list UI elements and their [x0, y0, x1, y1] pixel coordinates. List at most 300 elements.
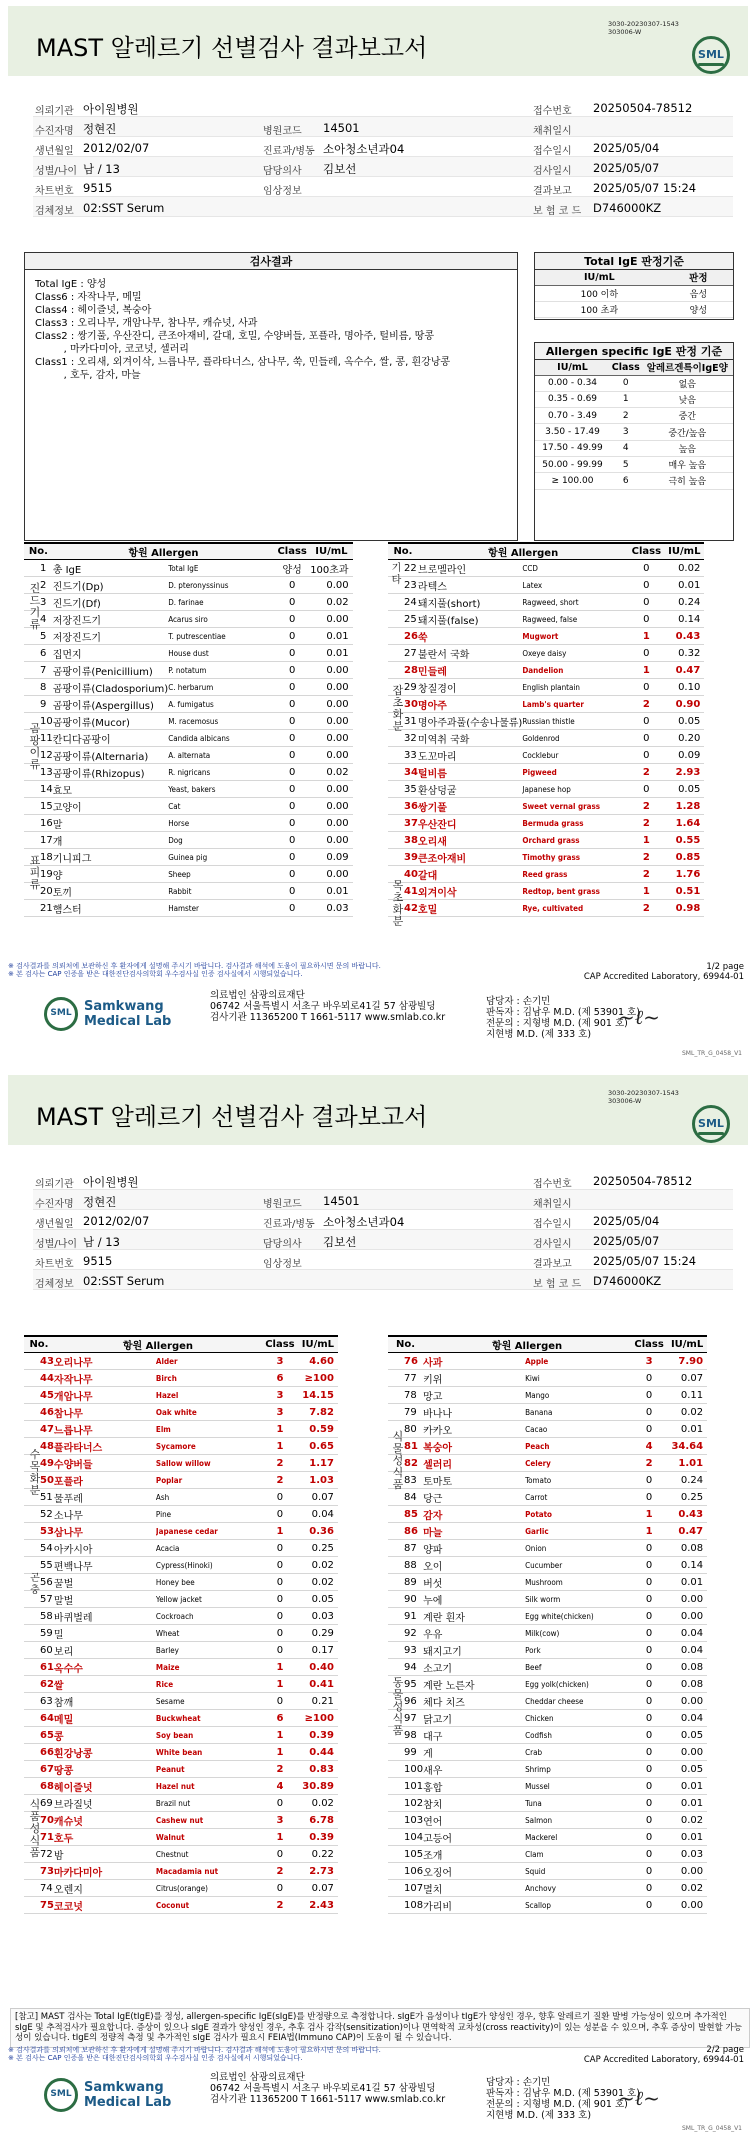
result-line: Class2 : 쌍기풀, 우산잔디, 큰조아재비, 갈대, 호밀, 수양버들, 포플라, 명아주, 털비름, 땅콩	[35, 331, 435, 342]
allergen-row	[388, 713, 704, 730]
criteria-cell: 중간/높음	[642, 424, 733, 440]
allergen-number: 64	[24, 1710, 54, 1727]
allergen-name-en: Cucumber	[525, 1557, 631, 1574]
allergen-row	[388, 849, 704, 866]
allergen-name-en: Bermuda grass	[522, 815, 628, 832]
allergen-number: 61	[24, 1659, 54, 1676]
report-title: MAST 알레르기 선별검사 결과보고서	[36, 1103, 428, 1131]
allergen-name-en: Chicken	[525, 1710, 631, 1727]
allergen-name-en: Chestnut	[156, 1846, 262, 1863]
allergen-iu-value: 1.64	[664, 815, 704, 832]
allergen-number: 7	[24, 662, 53, 679]
criteria-cell: 음성	[664, 285, 733, 301]
allergen-row	[388, 747, 704, 764]
allergen-number: 98	[388, 1727, 423, 1744]
allergen-name-en: Potato	[525, 1506, 631, 1523]
page-indicator	[584, 2045, 744, 2065]
allergen-iu-value: 0.08	[667, 1540, 707, 1557]
label-patient: 수진자명	[35, 126, 74, 137]
allergen-name-en: Banana	[525, 1404, 631, 1421]
allergen-name-ko: 털비름	[418, 764, 522, 781]
allergen-row	[388, 1404, 707, 1421]
allergen-class: 1	[262, 1829, 298, 1846]
allergen-name-en: Hazel	[156, 1387, 262, 1404]
allergen-row	[388, 611, 704, 628]
allergen-name-ko: 개	[53, 832, 168, 849]
allergen-iu-value: 0.09	[664, 747, 704, 764]
allergen-name-en: Yellow jacket	[156, 1591, 262, 1608]
allergen-name-ko: 참나무	[54, 1404, 156, 1421]
allergen-name-ko: 오렌지	[54, 1880, 156, 1897]
allergen-row	[24, 1438, 338, 1455]
allergen-name-ko: 호밀	[418, 900, 522, 917]
allergen-name-ko: 개암나무	[54, 1387, 156, 1404]
allergen-name-ko: 가리비	[423, 1897, 525, 1914]
allergen-name-en: Sweet vernal grass	[522, 798, 628, 815]
allergen-name-ko: 버섯	[423, 1574, 525, 1591]
allergen-name-en: Onion	[525, 1540, 631, 1557]
allergen-class: 0	[262, 1557, 298, 1574]
allergen-row	[388, 1795, 707, 1812]
criteria-cell: 0.00 - 0.34	[535, 375, 610, 391]
allergen-iu-value: 0.05	[664, 713, 704, 730]
allergen-number: 70	[24, 1812, 54, 1829]
allergen-class: 0	[262, 1591, 298, 1608]
allergen-name-ko: 새우	[423, 1761, 525, 1778]
value-hospcode: 14501	[323, 1194, 360, 1208]
allergen-row	[24, 1387, 338, 1404]
value-testdate: 2025/05/07	[593, 1234, 660, 1248]
signatory: 담당자 : 손기민	[486, 2077, 551, 2088]
allergen-class: 2	[628, 798, 664, 815]
sml-logo-icon	[44, 997, 78, 1031]
allergen-row	[388, 1727, 707, 1744]
allergen-name-ko: 민들레	[418, 662, 522, 679]
criteria-row	[535, 473, 733, 489]
allergen-number: 45	[24, 1387, 54, 1404]
allergen-name-ko: 햄스터	[53, 900, 168, 917]
allergen-class: 1	[631, 1523, 667, 1540]
result-line: Class1 : 오리새, 외겨이삭, 느릅나무, 플라타너스, 삼나무, 쑥, 민들레, 옥수수, 쌀, 콩, 흰강낭콩	[35, 357, 451, 368]
allergen-class: 0	[631, 1387, 667, 1404]
value-patient: 정현진	[83, 1195, 117, 1209]
criteria-cell: 50.00 - 99.99	[535, 456, 610, 472]
allergen-number: 80	[388, 1421, 423, 1438]
allergen-iu-value: 1.17	[298, 1455, 338, 1472]
allergen-name-ko: 저장진드기	[53, 611, 168, 628]
allergen-number: 38	[388, 832, 418, 849]
value-doctor: 김보선	[323, 1235, 357, 1249]
allergen-name-en: Carrot	[525, 1489, 631, 1506]
allergen-number: 39	[388, 849, 418, 866]
allergen-iu-value: 0.07	[667, 1370, 707, 1387]
criteria-cell: 5	[610, 456, 642, 472]
allergen-name-en: D. pteronyssinus	[168, 577, 274, 594]
allergen-row	[24, 611, 353, 628]
allergen-class: 0	[628, 679, 664, 696]
allergen-name-en: Citrus(orange)	[156, 1880, 262, 1897]
allergen-name-ko: 돼지풀(short)	[418, 594, 522, 611]
allergen-name-ko: 흰강낭콩	[54, 1744, 156, 1761]
allergen-row	[388, 560, 704, 577]
allergen-class: 0	[274, 849, 310, 866]
allergen-class: 0	[631, 1591, 667, 1608]
allergen-class: 0	[631, 1744, 667, 1761]
allergen-iu-value: 0.17	[298, 1642, 338, 1659]
allergen-class: 0	[628, 594, 664, 611]
sml-logo-icon	[44, 2078, 78, 2112]
allergen-number: 68	[24, 1778, 54, 1795]
allergen-class: 0	[274, 679, 310, 696]
allergen-iu-value: 0.02	[298, 1557, 338, 1574]
total-ige-criteria	[534, 252, 734, 320]
allergen-class: 0	[274, 713, 310, 730]
value-specimen: 02:SST Serum	[83, 201, 165, 215]
allergen-name-en: Timothy grass	[522, 849, 628, 866]
allergen-name-ko: 큰조아재비	[418, 849, 522, 866]
allergen-row	[388, 1421, 707, 1438]
label-report: 결과보고	[533, 1259, 572, 1270]
allergen-name-en: Lamb's quarter	[522, 696, 628, 713]
allergen-iu-value: 0.04	[667, 1642, 707, 1659]
allergen-name-en: Cat	[168, 798, 274, 815]
value-testdate: 2025/05/07	[593, 161, 660, 175]
allergen-name-ko: 옥수수	[54, 1659, 156, 1676]
allergen-name-ko: 곰팡이류(Cladosporium)	[53, 679, 168, 696]
allergen-iu-value: 0.02	[298, 1795, 338, 1812]
allergen-number: 83	[388, 1472, 423, 1489]
allergen-row	[388, 1438, 707, 1455]
allergen-class: 0	[262, 1795, 298, 1812]
allergen-name-ko: 집먼지	[53, 645, 168, 662]
allergen-name-ko: 총 IgE	[53, 560, 168, 577]
result-line: , 호두, 감자, 마늘	[35, 370, 141, 381]
allergen-number: 77	[388, 1370, 423, 1387]
group-label-epi: 표피류	[29, 854, 41, 891]
criteria-cell: 0	[610, 375, 642, 391]
allergen-name-ko: 곰팡이류(Aspergillus)	[53, 696, 168, 713]
allergen-name-en: Mango	[525, 1387, 631, 1404]
criteria-cell: 6	[610, 473, 642, 489]
allergen-iu-value: 0.51	[664, 883, 704, 900]
allergen-name-en: D. farinae	[168, 594, 274, 611]
allergen-iu-value: 1.01	[667, 1455, 707, 1472]
allergen-class: 0	[262, 1880, 298, 1897]
allergen-class: 0	[631, 1625, 667, 1642]
allergen-iu-value: 0.00	[667, 1863, 707, 1880]
allergen-number: 35	[388, 781, 418, 798]
allergen-name-en: Ragweed, short	[522, 594, 628, 611]
allergen-row	[388, 1676, 707, 1693]
allergen-name-en: Tuna	[525, 1795, 631, 1812]
allergen-class: 2	[628, 696, 664, 713]
allergen-name-ko: 고양이	[53, 798, 168, 815]
allergen-class: 6	[262, 1370, 298, 1387]
allergen-number: 18	[24, 849, 53, 866]
allergen-number: 4	[24, 611, 53, 628]
allergen-name-en: Sallow willow	[156, 1455, 262, 1472]
allergen-number: 41	[388, 883, 418, 900]
allergen-iu-value: 0.00	[667, 1744, 707, 1761]
criteria-cell: 낮음	[642, 391, 733, 407]
allergen-iu-value: 0.02	[298, 1574, 338, 1591]
allergen-number: 71	[24, 1829, 54, 1846]
allergen-class: 0	[628, 611, 664, 628]
allergen-class: 0	[274, 696, 310, 713]
allergen-iu-value: 0.14	[664, 611, 704, 628]
allergen-number: 92	[388, 1625, 423, 1642]
allergen-number: 104	[388, 1829, 423, 1846]
allergen-row	[388, 1353, 707, 1370]
group-label-food2: 식물성식품	[392, 1430, 404, 1491]
allergen-name-ko: 오리새	[418, 832, 522, 849]
allergen-name-en: Wheat	[156, 1625, 262, 1642]
allergen-name-ko: 곰팡이류(Mucor)	[53, 713, 168, 730]
allergen-iu-value: 0.02	[310, 594, 352, 611]
allergen-iu-value: 0.39	[298, 1727, 338, 1744]
signatory: 전문의 : 지형병 M.D. (제 901 호)	[486, 1018, 628, 1029]
allergen-name-ko: 곰팡이류(Penicillium)	[53, 662, 168, 679]
allergen-row	[24, 1370, 338, 1387]
value-institution: 아이원병원	[83, 1175, 139, 1189]
signatory: 전문의 : 지형병 M.D. (제 901 호)	[486, 2099, 628, 2110]
allergen-name-ko: 플라타너스	[54, 1438, 156, 1455]
allergen-name-en: Dandelion	[522, 662, 628, 679]
disclaimer-line: ※ 본 검사는 CAP 인증을 받은 대한진단검사의학회 우수검사실 인증 검사실에서 시행되었습니다.	[8, 2054, 303, 2062]
allergen-number: 108	[388, 1897, 423, 1914]
allergen-name-ko: 미역취 국화	[418, 730, 522, 747]
allergen-number: 16	[24, 815, 53, 832]
allergen-name-ko: 체다 치즈	[423, 1693, 525, 1710]
allergen-class: 2	[628, 815, 664, 832]
label-clinical: 임상정보	[263, 1259, 302, 1270]
allergen-name-ko: 라텍스	[418, 577, 522, 594]
allergen-number: 52	[24, 1506, 54, 1523]
allergen-iu-value: 0.02	[667, 1880, 707, 1897]
allergen-name-ko: 마카다미아	[54, 1863, 156, 1880]
allergen-iu-value: 0.32	[664, 645, 704, 662]
allergen-row	[388, 1455, 707, 1472]
allergen-name-en: House dust	[168, 645, 274, 662]
allergen-row	[24, 1489, 338, 1506]
allergen-iu-value: 0.02	[664, 560, 704, 577]
cap-accreditation: CAP Accredited Laboratory, 69944-01	[583, 972, 744, 982]
allergen-header: 항원 Allergen	[54, 1337, 262, 1353]
criteria-header: 판정	[664, 270, 733, 285]
allergen-iu-value: 0.11	[667, 1387, 707, 1404]
allergen-number: 28	[388, 662, 418, 679]
allergen-name-en: C. herbarum	[168, 679, 274, 696]
allergen-number: 66	[24, 1744, 54, 1761]
allergen-header: IU/mL	[310, 544, 352, 560]
allergen-class: 1	[628, 628, 664, 645]
disclaimer	[8, 2046, 381, 2062]
allergen-number: 29	[388, 679, 418, 696]
allergen-row	[24, 713, 353, 730]
label-chart: 차트번호	[35, 1259, 74, 1270]
specific-ige-table	[535, 360, 733, 490]
group-label-animal: 동물성식품	[392, 1676, 404, 1737]
allergen-class: 0	[628, 577, 664, 594]
lab-address	[210, 2072, 445, 2105]
allergen-name-en: Scallop	[525, 1897, 631, 1914]
label-patient: 수진자명	[35, 1199, 74, 1210]
criteria-cell: 3	[610, 424, 642, 440]
allergen-name-ko: 헤이즐넛	[54, 1778, 156, 1795]
allergen-name-ko: 자작나무	[54, 1370, 156, 1387]
value-sexage: 남 / 13	[83, 162, 120, 176]
disclaimer-line: ※ 본 검사는 CAP 인증을 받은 대한진단검사의학회 우수검사실 인증 검사실에서 시행되었습니다.	[8, 970, 303, 978]
allergen-number: 65	[24, 1727, 54, 1744]
address-line: 의료법인 삼광의료재단	[210, 2072, 305, 2083]
allergen-row	[388, 883, 704, 900]
allergen-row	[24, 866, 353, 883]
allergen-header: Class	[262, 1337, 298, 1353]
allergen-row	[388, 1863, 707, 1880]
allergen-name-en: Pork	[525, 1642, 631, 1659]
allergen-row	[388, 679, 704, 696]
allergen-number: 17	[24, 832, 53, 849]
logo-text: SML	[698, 48, 724, 61]
allergen-class: 1	[628, 832, 664, 849]
allergen-row	[24, 662, 353, 679]
allergen-name-en: Brazil nut	[156, 1795, 262, 1812]
allergen-number: 34	[388, 764, 418, 781]
allergen-name-en: Peanut	[156, 1761, 262, 1778]
criteria-row	[535, 440, 733, 456]
allergen-number: 79	[388, 1404, 423, 1421]
criteria-cell: 극히 높음	[642, 473, 733, 489]
group-label-weed: 잡초화분	[392, 684, 404, 733]
allergen-row	[388, 1489, 707, 1506]
allergen-header: Class	[628, 544, 664, 560]
allergen-iu-value: 0.55	[664, 832, 704, 849]
allergen-iu-value: 0.07	[298, 1489, 338, 1506]
allergen-row	[388, 1591, 707, 1608]
signatory: 지현병 M.D. (제 333 호)	[486, 2110, 592, 2121]
allergen-number: 101	[388, 1778, 423, 1795]
allergen-number: 103	[388, 1812, 423, 1829]
allergen-iu-value: 0.24	[667, 1472, 707, 1489]
allergen-row	[24, 1795, 338, 1812]
allergen-number: 48	[24, 1438, 54, 1455]
allergen-name-ko: 조개	[423, 1846, 525, 1863]
label-insurance: 보 험 코 드	[533, 206, 582, 217]
label-collect: 채취일시	[533, 126, 572, 137]
allergen-number: 59	[24, 1625, 54, 1642]
allergen-row	[388, 730, 704, 747]
allergen-iu-value: 34.64	[667, 1438, 707, 1455]
patient-info	[33, 1170, 733, 1290]
value-doctor: 김보선	[323, 162, 357, 176]
allergen-iu-value: 0.90	[664, 696, 704, 713]
allergen-name-ko: 저장진드기	[53, 628, 168, 645]
allergen-name-en: Oxeye daisy	[522, 645, 628, 662]
allergen-class: 1	[262, 1727, 298, 1744]
label-collect: 채취일시	[533, 1199, 572, 1210]
allergen-row	[24, 1625, 338, 1642]
allergen-number: 1	[24, 560, 53, 577]
allergen-row	[24, 1863, 338, 1880]
allergen-class: 0	[274, 594, 310, 611]
report-header	[8, 6, 748, 76]
allergen-class: 양성	[274, 560, 310, 577]
allergen-name-ko: 계란 흰자	[423, 1608, 525, 1625]
allergen-iu-value: 0.00	[310, 611, 352, 628]
report-page-2	[0, 1069, 756, 2138]
criteria-cell: ≥ 100.00	[535, 473, 610, 489]
allergen-name-ko: 호두	[54, 1829, 156, 1846]
allergen-name-en: Alder	[156, 1353, 262, 1370]
allergen-iu-value: 0.05	[667, 1761, 707, 1778]
allergen-row	[388, 577, 704, 594]
allergen-name-en: Reed grass	[522, 866, 628, 883]
allergen-number: 62	[24, 1676, 54, 1693]
allergen-iu-value: 0.00	[667, 1591, 707, 1608]
allergen-row	[24, 1659, 338, 1676]
allergen-row	[388, 1659, 707, 1676]
allergen-number: 51	[24, 1489, 54, 1506]
group-label-mold: 곰팡이류	[29, 722, 41, 771]
allergen-class: 3	[262, 1353, 298, 1370]
allergen-name-en: Buckwheat	[156, 1710, 262, 1727]
lab-address	[210, 990, 445, 1023]
allergen-name-ko: 코코넛	[54, 1897, 156, 1914]
signature-mark: ~ℓ~	[618, 2086, 660, 2110]
allergen-iu-value: 0.21	[298, 1693, 338, 1710]
allergen-name-en: Birch	[156, 1370, 262, 1387]
allergen-number: 58	[24, 1608, 54, 1625]
label-doctor: 담당의사	[263, 1239, 302, 1250]
value-receipt: 20250504-78512	[593, 1174, 693, 1188]
allergen-name-en: Cheddar cheese	[525, 1693, 631, 1710]
allergen-class: 3	[262, 1387, 298, 1404]
allergen-row	[388, 1608, 707, 1625]
allergen-row	[24, 1761, 338, 1778]
allergen-class: 0	[631, 1897, 667, 1914]
allergen-class: 2	[631, 1455, 667, 1472]
allergen-name-en: Cockroach	[156, 1608, 262, 1625]
allergen-name-ko: 갈대	[418, 866, 522, 883]
allergen-row	[24, 679, 353, 696]
allergen-class: 4	[631, 1438, 667, 1455]
allergen-iu-value: 0.41	[298, 1676, 338, 1693]
allergen-iu-value: 0.47	[667, 1523, 707, 1540]
allergen-number: 57	[24, 1591, 54, 1608]
allergen-row	[388, 696, 704, 713]
allergen-name-ko: 당근	[423, 1489, 525, 1506]
allergen-number: 3	[24, 594, 53, 611]
allergen-name-en: Kiwi	[525, 1370, 631, 1387]
allergen-name-en: Soy bean	[156, 1727, 262, 1744]
allergen-iu-value: 0.00	[667, 1693, 707, 1710]
allergen-class: 0	[628, 730, 664, 747]
allergen-name-ko: 메밀	[54, 1710, 156, 1727]
allergen-header: No.	[24, 1337, 54, 1353]
allergen-class: 0	[274, 781, 310, 798]
value-dept: 소아청소년과04	[323, 1215, 405, 1229]
allergen-row	[388, 628, 704, 645]
allergen-name-ko: 마늘	[423, 1523, 525, 1540]
allergen-name-ko: 우산잔디	[418, 815, 522, 832]
allergen-iu-value: 0.00	[310, 798, 352, 815]
allergen-name-ko: 망고	[423, 1387, 525, 1404]
allergen-row	[24, 883, 353, 900]
allergen-number: 42	[388, 900, 418, 917]
allergen-name-ko: 진드기(Df)	[53, 594, 168, 611]
allergen-number: 97	[388, 1710, 423, 1727]
allergen-row	[388, 1812, 707, 1829]
